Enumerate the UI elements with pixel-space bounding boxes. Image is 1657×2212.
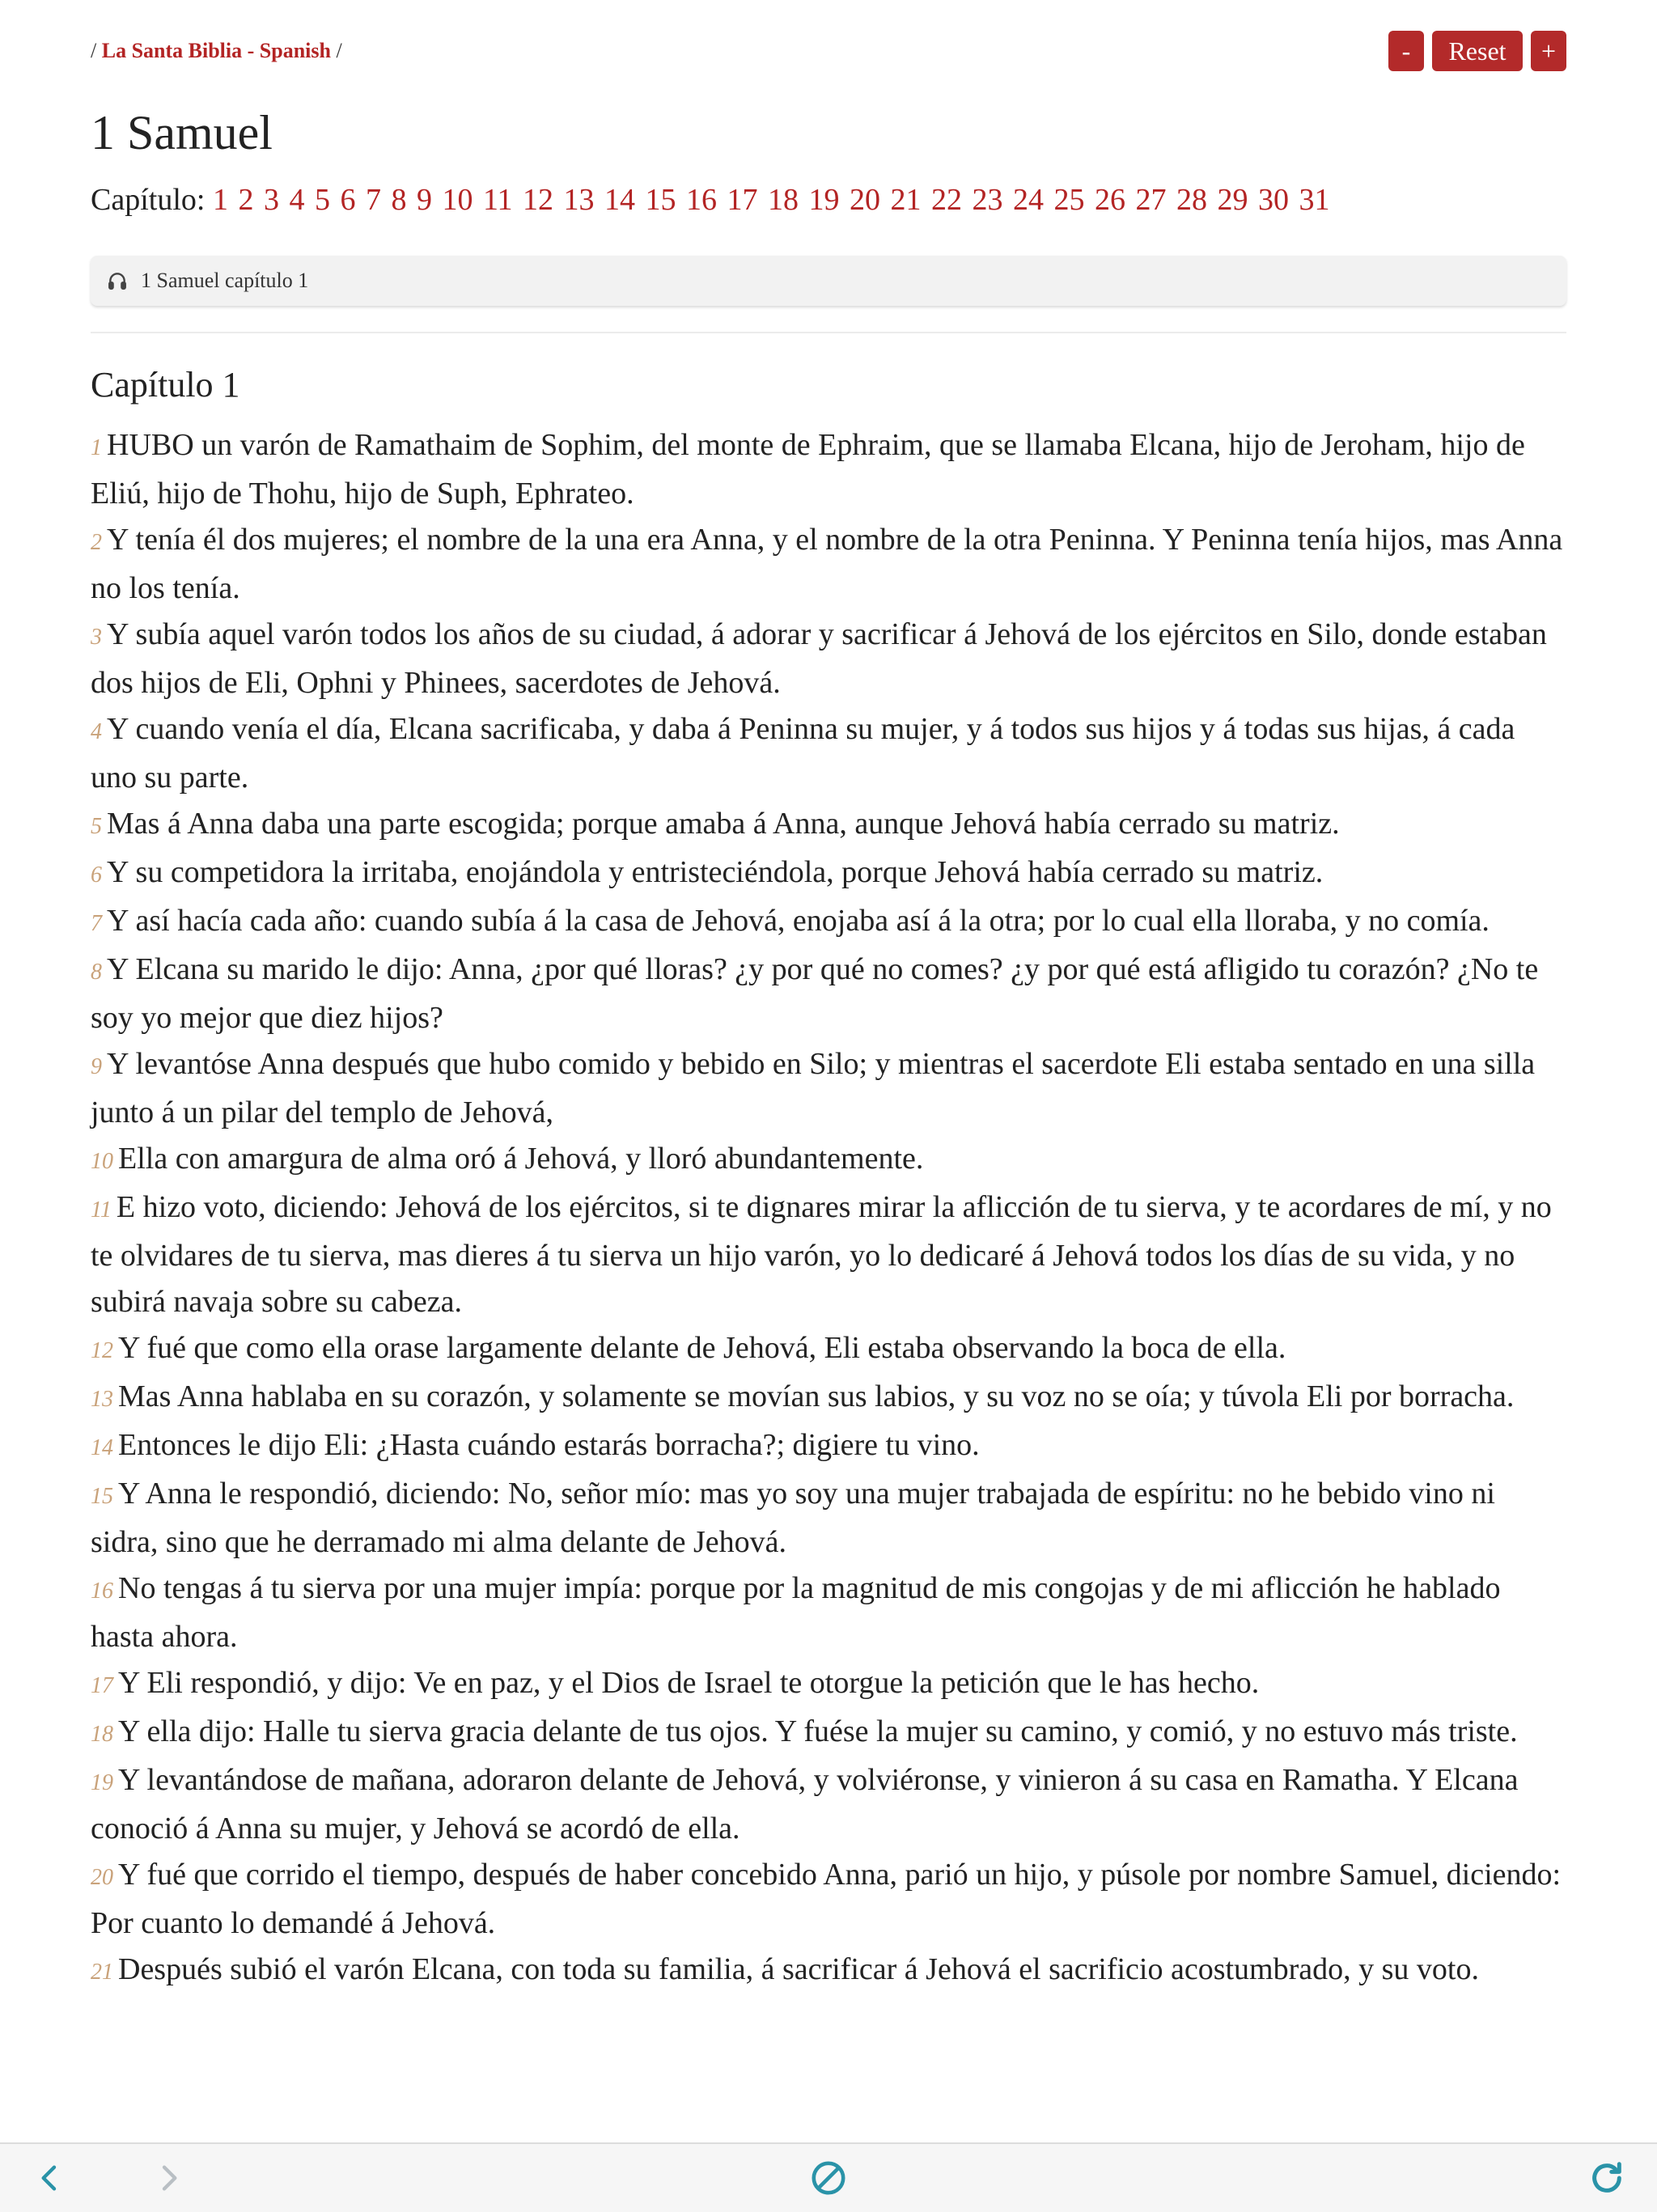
stop-icon[interactable] bbox=[807, 2157, 850, 2199]
breadcrumb-bible-link[interactable]: La Santa Biblia - Spanish bbox=[101, 39, 331, 62]
reload-icon[interactable] bbox=[1586, 2157, 1628, 2199]
verse bbox=[91, 1566, 1566, 1660]
verse-text: Y Elcana su marido le dijo: Anna, ¿por qué lloras? ¿y por qué no comes? ¿y por qué está afligido tu corazón? ¿No te soy yo mejor que diez hijos? bbox=[91, 952, 1539, 1035]
chevron-left-icon[interactable] bbox=[29, 2157, 71, 2199]
chapter-link-21[interactable]: 21 bbox=[890, 183, 922, 217]
chapter-link-5[interactable]: 5 bbox=[314, 183, 330, 217]
verse-text: Y su competidora la irritaba, enojándola y entristeciéndola, porque Jehová había cerrado su matriz. bbox=[107, 855, 1324, 889]
verse-text: Y levantándose de mañana, adoraron delante de Jehová, y volviéronse, y vinieron á su casa en Ramatha. Y Elcana conoció á Anna su mujer, y Jehová se acordó de ella. bbox=[91, 1763, 1519, 1845]
verse-text: Y Anna le respondió, diciendo: No, señor mío: mas yo soy una mujer trabajada de espíritu: no he bebido vino ni sidra, sino que he derramado mi alma delante de Jehová. bbox=[91, 1477, 1495, 1559]
chapter-link-19[interactable]: 19 bbox=[808, 183, 840, 217]
top-bar bbox=[91, 0, 1566, 105]
chapter-link-13[interactable]: 13 bbox=[563, 183, 595, 217]
verse-text: Mas á Anna daba una parte escogida; porque amaba á Anna, aunque Jehová había cerrado su matriz. bbox=[107, 807, 1340, 841]
verse-number: 14 bbox=[91, 1435, 113, 1460]
verse-text: Y tenía él dos mujeres; el nombre de la una era Anna, y el nombre de la otra Peninna. Y Peninna tenía hijos, mas Anna no los tenía. bbox=[91, 523, 1563, 605]
verse-text: Entonces le dijo Eli: ¿Hasta cuándo estarás borracha?; digiere tu vino. bbox=[118, 1428, 980, 1462]
chapter-link-16[interactable]: 16 bbox=[686, 183, 718, 217]
verse-text: Y fué que corrido el tiempo, después de haber concebido Anna, parió un hijo, y púsole por nombre Samuel, diciendo: Por cuanto lo demandé á Jehová. bbox=[91, 1858, 1562, 1940]
verse bbox=[91, 1852, 1566, 1947]
chapter-selector bbox=[91, 182, 1333, 218]
chapter-label: Capítulo: bbox=[91, 183, 206, 217]
verse-number: 13 bbox=[91, 1387, 113, 1412]
chapter-link-29[interactable]: 29 bbox=[1217, 183, 1248, 217]
verse-text: Y subía aquel varón todos los años de su ciudad, á adorar y sacrificar á Jehová de los ejércitos en Silo, donde estaban dos hijos de Eli, Ophni y Phinees, sacerdotes de Jehová. bbox=[91, 617, 1547, 700]
verse-number: 10 bbox=[91, 1149, 113, 1174]
chapter-link-12[interactable]: 12 bbox=[523, 183, 554, 217]
verse-number: 8 bbox=[91, 960, 102, 985]
chapter-link-14[interactable]: 14 bbox=[604, 183, 636, 217]
verse bbox=[91, 947, 1566, 1041]
verse-number: 6 bbox=[91, 862, 102, 888]
verse bbox=[91, 1184, 1566, 1325]
verse-number: 1 bbox=[91, 435, 102, 460]
verse-text: Ella con amargura de alma oró á Jehová, y lloró abundantemente. bbox=[118, 1142, 924, 1176]
chapter-link-24[interactable]: 24 bbox=[1013, 183, 1045, 217]
verse bbox=[91, 1136, 1566, 1184]
chapter-link-18[interactable]: 18 bbox=[768, 183, 799, 217]
reset-font-button[interactable]: Reset bbox=[1432, 31, 1523, 71]
verse bbox=[91, 1757, 1566, 1852]
verse-number: 7 bbox=[91, 911, 102, 936]
chapter-link-1[interactable]: 1 bbox=[212, 183, 228, 217]
chapter-link-10[interactable]: 10 bbox=[442, 183, 473, 217]
verse-number: 18 bbox=[91, 1722, 113, 1747]
chapter-link-2[interactable]: 2 bbox=[238, 183, 254, 217]
audio-player[interactable] bbox=[91, 256, 1566, 306]
verse bbox=[91, 1325, 1566, 1374]
breadcrumb-prefix: / bbox=[91, 39, 102, 62]
verse-number: 20 bbox=[91, 1865, 113, 1890]
verse bbox=[91, 850, 1566, 898]
chapter-link-17[interactable]: 17 bbox=[727, 183, 758, 217]
chapter-link-20[interactable]: 20 bbox=[850, 183, 881, 217]
verse-number: 17 bbox=[91, 1673, 113, 1698]
verse-text: Y levantóse Anna después que hubo comido y bebido en Silo; y mientras el sacerdote Eli estaba sentado en una silla junto á un pilar del templo de Jehová, bbox=[91, 1047, 1536, 1129]
verse-number: 16 bbox=[91, 1578, 113, 1604]
chapter-link-25[interactable]: 25 bbox=[1053, 183, 1085, 217]
verse-text: Y ella dijo: Halle tu sierva gracia delante de tus ojos. Y fuése la mujer su camino, y comió, y no estuvo más triste. bbox=[118, 1714, 1518, 1748]
verse-text: Y fué que como ella orase largamente delante de Jehová, Eli estaba observando la boca de ella. bbox=[118, 1331, 1286, 1365]
chapter-link-7[interactable]: 7 bbox=[365, 183, 381, 217]
chapter-link-23[interactable]: 23 bbox=[972, 183, 1003, 217]
verse bbox=[91, 898, 1566, 947]
headphones-icon bbox=[107, 270, 128, 291]
chapter-link-3[interactable]: 3 bbox=[263, 183, 279, 217]
verse-text: Mas Anna hablaba en su corazón, y solamente se movían sus labios, y su voz no se oía; y túvola Eli por borracha. bbox=[118, 1379, 1515, 1413]
verse bbox=[91, 422, 1566, 517]
verse-number: 2 bbox=[91, 530, 102, 555]
verse bbox=[91, 612, 1566, 706]
verse-text: Y Eli respondió, y dijo: Ve en paz, y el Dios de Israel te otorgue la petición que le has hecho. bbox=[118, 1666, 1260, 1700]
verse-text: Y así hacía cada año: cuando subía á la casa de Jehová, enojaba así á la otra; por lo cual ella lloraba, y no comía. bbox=[107, 904, 1490, 938]
chapter-link-27[interactable]: 27 bbox=[1135, 183, 1167, 217]
verse-text: No tengas á tu sierva por una mujer impía: porque por la magnitud de mis congojas y de mi aflicción he hablado hasta ahora. bbox=[91, 1571, 1501, 1654]
chapter-link-8[interactable]: 8 bbox=[391, 183, 407, 217]
verse-number: 19 bbox=[91, 1770, 113, 1795]
chapter-link-26[interactable]: 26 bbox=[1095, 183, 1126, 217]
chapter-heading: Capítulo 1 bbox=[91, 365, 240, 405]
verse bbox=[91, 517, 1566, 612]
verse-text: Después subió el varón Elcana, con toda su familia, á sacrificar á Jehová el sacrificio acostumbrado, y su voto. bbox=[118, 1952, 1479, 1986]
verse-text: HUBO un varón de Ramathaim de Sophim, del monte de Ephraim, que se llamaba Elcana, hijo de Jeroham, hijo de Eliú, hijo de Thohu, hijo de Suph, Ephrateo. bbox=[91, 428, 1525, 511]
verse-number: 11 bbox=[91, 1197, 112, 1223]
font-size-controls bbox=[1388, 31, 1566, 71]
chapter-link-11[interactable]: 11 bbox=[482, 183, 513, 217]
verse bbox=[91, 1041, 1566, 1136]
verse-number: 4 bbox=[91, 719, 102, 744]
chapter-link-9[interactable]: 9 bbox=[416, 183, 432, 217]
verse bbox=[91, 1660, 1566, 1709]
verse-text: Y cuando venía el día, Elcana sacrificaba, y daba á Peninna su mujer, y á todos sus hijos y á todas sus hijas, á cada uno su parte. bbox=[91, 712, 1515, 795]
verse-number: 21 bbox=[91, 1960, 113, 1985]
verse-number: 3 bbox=[91, 625, 102, 650]
verse bbox=[91, 801, 1566, 850]
verse bbox=[91, 1422, 1566, 1471]
breadcrumb bbox=[91, 39, 342, 63]
chapter-link-31[interactable]: 31 bbox=[1299, 183, 1330, 217]
verse bbox=[91, 706, 1566, 801]
browser-toolbar bbox=[0, 2142, 1657, 2212]
book-title: 1 Samuel bbox=[91, 106, 273, 159]
divider bbox=[91, 332, 1566, 333]
decrease-font-button[interactable]: - bbox=[1388, 31, 1424, 71]
verse-number: 5 bbox=[91, 814, 102, 839]
verse-number: 9 bbox=[91, 1054, 102, 1079]
increase-font-button[interactable]: + bbox=[1531, 31, 1566, 71]
verse-number: 12 bbox=[91, 1338, 113, 1363]
chapter-link-15[interactable]: 15 bbox=[645, 183, 676, 217]
verse-list bbox=[91, 422, 1566, 1995]
audio-label: 1 Samuel capítulo 1 bbox=[141, 269, 309, 292]
verse-text: E hizo voto, diciendo: Jehová de los ejércitos, si te dignares mirar la aflicción de tu sierva, y te acordares de mí, y no te olvidares de tu sierva, mas dieres á tu sierva un hijo varón, yo lo dedicaré á Jehová todos los días de su vida, y no subirá navaja sobre su cabeza. bbox=[91, 1190, 1552, 1319]
chapter-link-6[interactable]: 6 bbox=[340, 183, 356, 217]
verse bbox=[91, 1471, 1566, 1566]
verse bbox=[91, 1709, 1566, 1757]
chapter-links bbox=[213, 183, 1333, 217]
verse bbox=[91, 1374, 1566, 1422]
chapter-link-28[interactable]: 28 bbox=[1176, 183, 1208, 217]
chapter-link-4[interactable]: 4 bbox=[289, 183, 305, 217]
verse-number: 15 bbox=[91, 1484, 113, 1509]
verse bbox=[91, 1947, 1566, 1995]
chapter-link-30[interactable]: 30 bbox=[1258, 183, 1290, 217]
page-content bbox=[91, 0, 1566, 1986]
breadcrumb-suffix: / bbox=[330, 39, 342, 62]
chapter-link-22[interactable]: 22 bbox=[931, 183, 963, 217]
chevron-right-icon[interactable] bbox=[147, 2157, 189, 2199]
